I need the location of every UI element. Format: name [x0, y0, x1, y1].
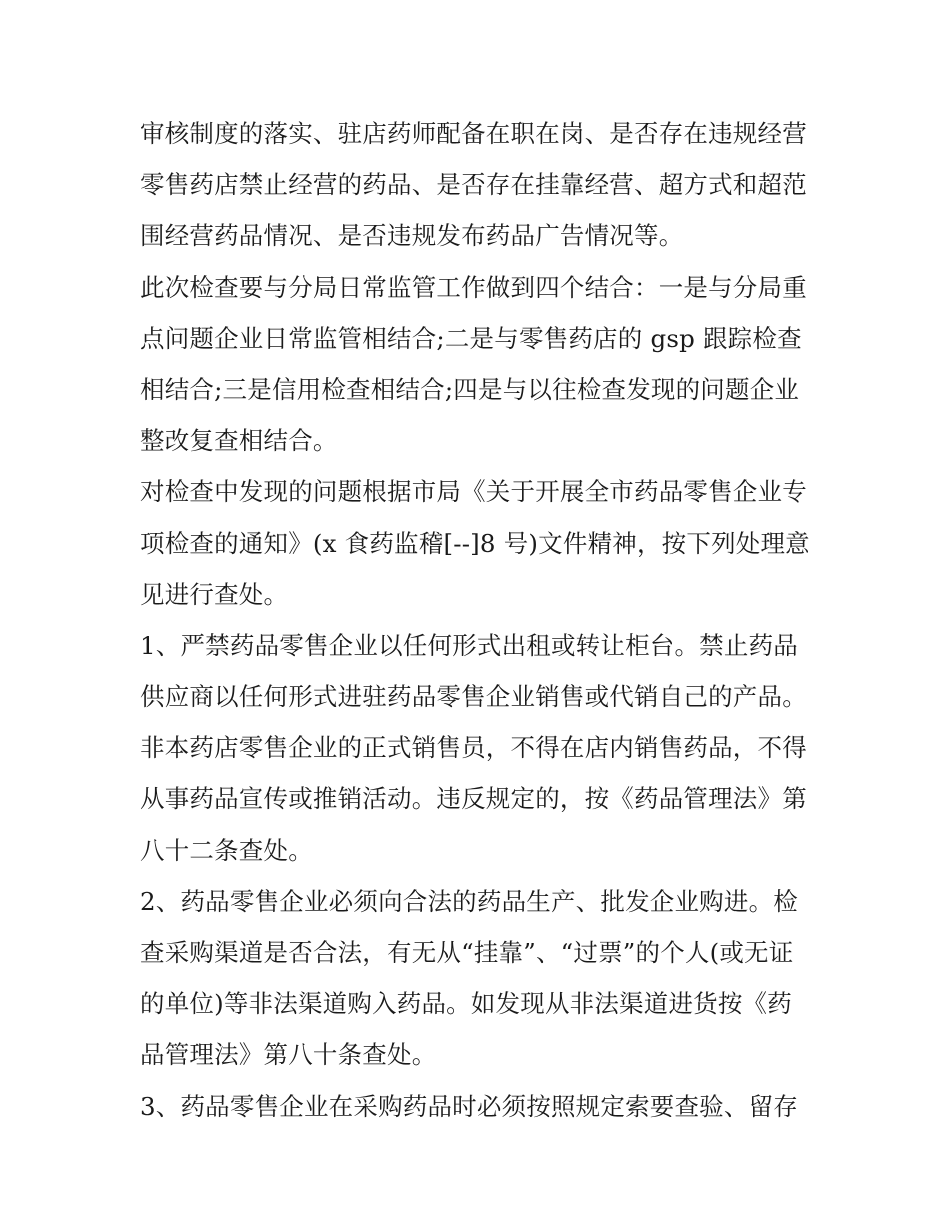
- text-line: 零售药店禁止经营的药品、是否存在挂靠经营、超方式和超范: [140, 170, 807, 200]
- paragraph-1: [140, 108, 820, 262]
- text-line: 1、严禁药品零售企业以任何形式出租或转让柜台。禁止药品: [140, 630, 798, 660]
- paragraph-6: [140, 1081, 820, 1132]
- text-line: 的单位)等非法渠道购入药品。如发现从非法渠道进货按《药: [140, 989, 792, 1019]
- paragraph-3: [140, 466, 820, 620]
- text-line: 2、药品零售企业必须向合法的药品生产、批发企业购进。检: [140, 886, 798, 916]
- text-line: 项检查的通知》(x 食药监稽[--]8 号)文件精神，按下列处理意: [140, 528, 810, 558]
- text-line: 审核制度的落实、驻店药师配备在职在岗、是否存在违规经营: [140, 119, 807, 148]
- text-line: 对检查中发现的问题根据市局《关于开展全市药品零售企业专: [140, 477, 807, 507]
- text-line: 供应商以任何形式进驻药品零售企业销售或代销自己的产品。: [140, 682, 807, 712]
- text-line: 围经营药品情况、是否违规发布药品广告情况等。: [140, 221, 684, 251]
- text-line: 相结合;三是信用检查相结合;四是与以往检查发现的问题企业: [140, 374, 800, 404]
- paragraph-5: [140, 876, 820, 1081]
- text-line: 3、药品零售企业在采购药品时必须按照规定索要查验、留存: [140, 1091, 798, 1121]
- text-line: 八十二条查处。: [140, 835, 313, 865]
- text-line: 见进行查处。: [140, 579, 289, 609]
- paragraph-4: [140, 620, 820, 876]
- text-line: 点问题企业日常监管相结合;二是与零售药店的 gsp 跟踪检查: [140, 323, 802, 353]
- text-line: 此次检查要与分局日常监管工作做到四个结合：一是与分局重: [140, 272, 807, 302]
- paragraph-2: [140, 262, 820, 467]
- text-line: 从事药品宣传或推销活动。违反规定的，按《药品管理法》第: [140, 784, 807, 814]
- text-line: 品管理法》第八十条查处。: [140, 1040, 437, 1070]
- document-body: [140, 108, 820, 1132]
- text-line: 非本药店零售企业的正式销售员，不得在店内销售药品，不得: [140, 733, 807, 763]
- text-line: 整改复查相结合。: [140, 426, 338, 456]
- text-line: 查采购渠道是否合法，有无从“挂靠”、“过票”的个人(或无证: [140, 938, 794, 967]
